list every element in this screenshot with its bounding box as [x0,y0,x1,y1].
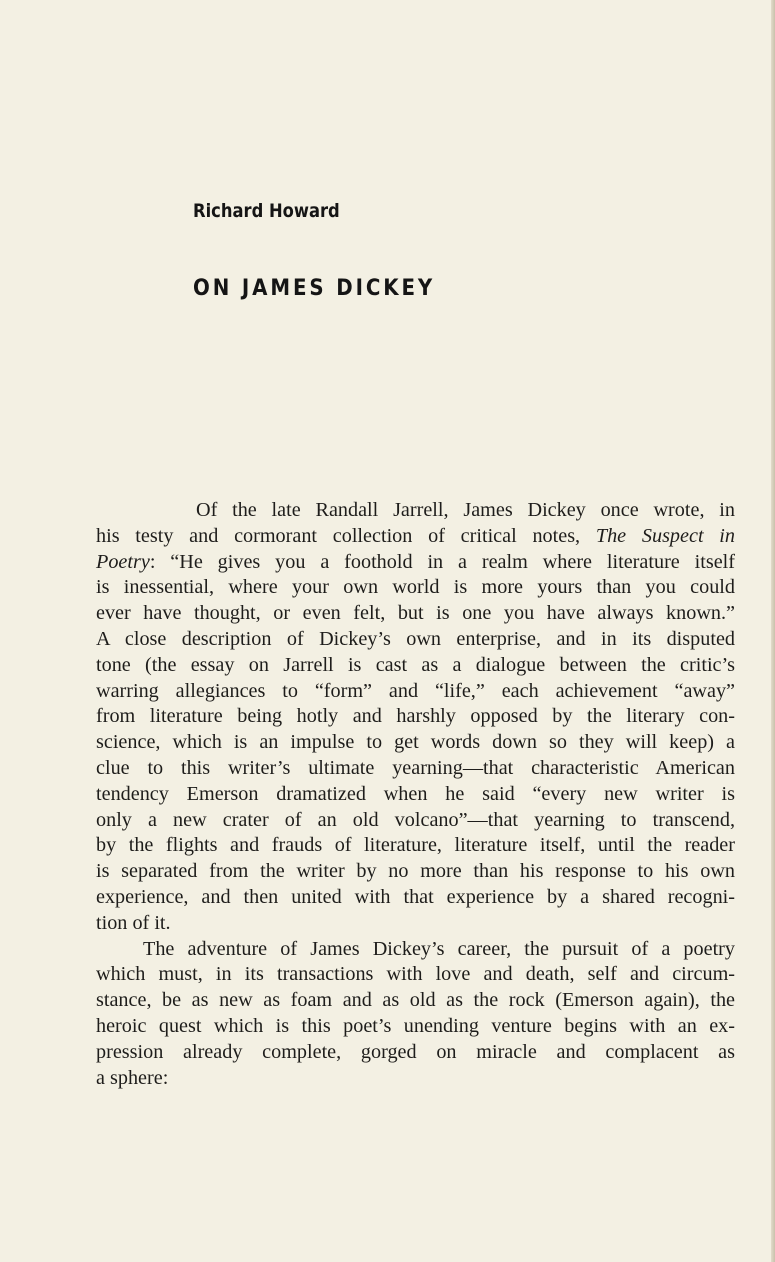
text-line: Of the late Randall Jarrell, James Dickey once wrote, in [196,499,735,521]
essay-body [96,498,735,1091]
text-line: by the flights and frauds of literature, literature itself, until the reader [96,834,735,857]
text-line: from literature being hotly and harshly opposed by the literary con- [96,705,735,728]
book-title-continued: Poetry [96,550,150,573]
book-title: The Suspect in [595,524,735,547]
text-line: is separated from the writer by no more than his response to his own [96,860,735,883]
text-line: pression already complete, gorged on miracle and complacent as [96,1040,735,1063]
paragraph-1 [96,498,735,937]
text-line: ever have thought, or even felt, but is one you have always known.” [96,602,735,625]
paragraph-2 [96,937,735,1092]
essay-title: ON JAMES DICKEY [193,276,436,301]
text-line: tendency Emerson dramatized when he said “every new writer is [96,782,735,805]
page-edge [771,0,775,1262]
text-line: a sphere: [96,1066,169,1089]
text-line: is inessential, where your own world is more yours than you could [96,576,735,599]
author-name: Richard Howard [193,200,340,222]
text-line: clue to this writer’s ultimate yearning—that characteristic American [96,756,735,779]
text-line: heroic quest which is this poet’s unending venture begins with an ex- [96,1014,735,1037]
text-line: stance, be as new as foam and as old as the rock (Emerson again), the [96,989,735,1012]
text-line: science, which is an impulse to get words down so they will keep) a [96,731,735,754]
text-line: tion of it. [96,911,171,934]
text-line: Poetry: “He gives you a foothold in a realm where literature itself [96,550,735,573]
text-line: The adventure of James Dickey’s career, the pursuit of a poetry [143,937,735,960]
text-line: only a new crater of an old volcano”—that yearning to transcend, [96,808,735,831]
text-line: warring allegiances to “form” and “life,” each achievement “away” [96,679,735,702]
text-line: tone (the essay on Jarrell is cast as a dialogue between the critic’s [96,653,735,676]
text-line: his testy and cormorant collection of critical notes, The Suspect in [96,524,735,547]
text-line: A close description of Dickey’s own enterprise, and in its disputed [96,627,735,650]
text-line: experience, and then united with that experience by a shared recogni- [96,885,735,908]
text-line: which must, in its transactions with love and death, self and circum- [96,963,735,986]
